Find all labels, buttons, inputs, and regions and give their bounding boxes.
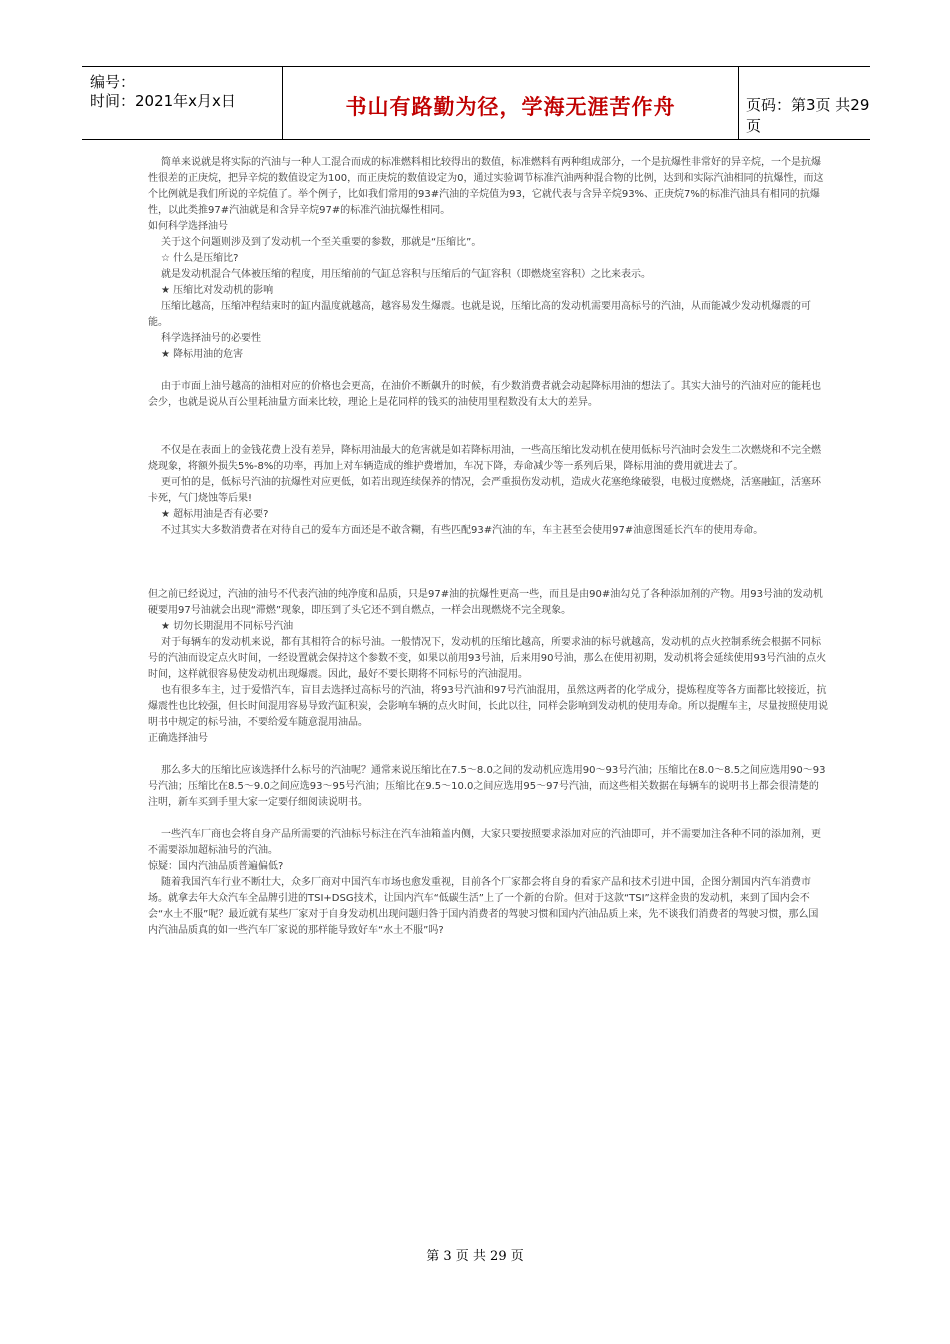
paragraph: 不过其实大多数消费者在对待自己的爱车方面还是不敢含糊，有些匹配93#汽油的车，车主甚至会使用97#油意图延长汽车的使用寿命。 (161, 525, 764, 536)
paragraph: 正确选择油号 (148, 733, 208, 744)
page-footer: 第 3 页 共 29 页 (426, 1249, 524, 1264)
header-left-cell (82, 67, 282, 139)
paragraph-gap (148, 411, 828, 427)
paragraph: 惊疑：国内汽油品质普遍偏低? (148, 861, 284, 872)
paragraph: ★ 降标用油的危害 (161, 349, 244, 360)
paragraph: ★ 压缩比对发动机的影响 (161, 285, 274, 296)
doc-number: 编号： (90, 73, 136, 91)
paragraph: 由于市面上油号越高的油相对应的价格也会更高，在油价不断飙升的时候，有少数消费者就会动起降标用油的想法了。其实大油号的汽油对应的能耗也会少，也就是说从百公里耗油量方面来比较，理论上是花同样的钱买的油使用里程数没有太大的差异。 (148, 381, 821, 408)
paragraph: 一些汽车厂商也会将自身产品所需要的汽油标号标注在汽车油箱盖内侧，大家只要按照要求添加对应的汽油即可，并不需要加注各种不同的添加剂，更不需要添加超标油号的汽油。 (148, 829, 821, 856)
paragraph: ☆ 什么是压缩比? (161, 253, 239, 264)
paragraph: ★ 切勿长期混用不同标号汽油 (161, 621, 294, 632)
paragraph: ★ 超标用油是否有必要? (161, 509, 269, 520)
paragraph: 那么多大的压缩比应该选择什么标号的汽油呢？通常来说压缩比在7.5～8.0之间的发动机应选用90～93号汽油；压缩比在8.0～8.5之间应选用90～93号汽油；压缩比在8.5～9.0之间应选93～95号汽油；压缩比在9.5～10.0之间应选用95～97号汽油，而这些相关数据在每辆车的说明书上都会很清楚的注明，新车买到手里大家一定要仔细阅读说明书。 (148, 765, 826, 808)
paragraph: 随着我国汽车行业不断壮大，众多厂商对中国汽车市场也愈发重视，目前各个厂家都会将自身的看家产品和技术引进中国，企图分割国内汽车消费市场。就拿去年大众汽车全品牌引进的TSI+DSG技术，让国内汽车“低碳生活”上了一个新的台阶。但对于这款“TSI”这样金贵的发动机，来到了国内会不会“水土不服”呢？最近就有某些厂家对于自身发动机出现问题归咎于国内消费者的驾驶习惯和国内汽油品质上来，先不谈我们消费者的驾驶习惯，那么国内汽油品质真的如一些汽车厂家说的那样能导致好车“水土不服”吗? (148, 877, 819, 936)
paragraph: 不仅是在表面上的金钱花费上没有差异，降标用油最大的危害就是如若降标用油，一些高压缩比发动机在使用低标号汽油时会发生二次燃烧和不完全燃烧现象，将额外损失5%-8%的功率，再加上对车辆造成的维护费增加，车况下降，寿命减少等一系列后果，降标用油的费用就进去了。 (148, 445, 821, 472)
header-right-cell (738, 67, 870, 139)
header-table (82, 66, 870, 140)
header-middle-cell (282, 67, 739, 139)
header-page-info: 页码：第3页 共29页 (746, 96, 870, 135)
paragraph: 压缩比越高，压缩冲程结束时的缸内温度就越高，越容易发生爆震。也就是说，压缩比高的发动机需要用高标号的汽油，从而能减少发动机爆震的可能。 (148, 301, 811, 328)
paragraph-gap (148, 539, 828, 555)
paragraph-gap (148, 427, 828, 443)
paragraph-gap (148, 811, 828, 827)
doc-time: 时间：2021年x月x日 (90, 92, 236, 110)
paragraph: 也有很多车主，过于爱惜汽车，盲目去选择过高标号的汽油，将93号汽油和97号汽油混用，虽然这两者的化学成分，提炼程度等各方面都比较接近，抗爆震性也比较强，但长时间混用容易导致汽缸积炭，会影响车辆的点火时间，长此以往，同样会影响到发动机的使用寿命。所以提醒车主，尽量按照使用说明书中规定的标号油，不要给爱车随意混用油品。 (148, 685, 828, 728)
paragraph: 科学选择油号的必要性 (161, 333, 261, 344)
paragraph-gap (148, 571, 828, 587)
paragraph: 关于这个问题则涉及到了发动机一个至关重要的参数，那就是“压缩比”。 (161, 237, 482, 248)
paragraph-gap (148, 747, 828, 763)
paragraph: 对于每辆车的发动机来说，都有其相符合的标号油。一般情况下，发动机的压缩比越高，所要求油的标号就越高，发动机的点火控制系统会根据不同标号的汽油而设定点火时间，一经设置就会保持这个参数不变，如果以前用93号油，后来用90号油，那么在使用初期，发动机将会延续使用93号汽油的点火时间，这样就很容易使发动机出现爆震。因此，最好不要长期将不同标号的汽油混用。 (148, 637, 827, 680)
paragraph: 更可怕的是，低标号汽油的抗爆性对应更低，如若出现连续保养的情况，会严重损伤发动机，造成火花塞绝缘破裂，电极过度燃烧，活塞融缸，活塞环卡死，气门烧蚀等后果! (148, 477, 821, 504)
article-body (148, 155, 828, 939)
paragraph-gap (148, 555, 828, 571)
paragraph: 简单来说就是将实际的汽油与一种人工混合而成的标准燃料相比较得出的数值，标准燃料有两种组成部分，一个是抗爆性非常好的异辛烷，一个是抗爆性很差的正庚烷，把异辛烷的数值设定为100，而正庚烷的数值设定为0，通过实验调节标准汽油两种混合物的比例，达到和实际汽油相同的抗爆性，而这个比例就是我们所说的辛烷值了。举个例子，比如我们常用的93#汽油的辛烷值为93，它就代表与含异辛烷93%、正庚烷7%的标准汽油具有相同的抗爆性，以此类推97#汽油就是和含异辛烷97#的标准汽油抗爆性相同。 (148, 157, 824, 216)
paragraph: 就是发动机混合气体被压缩的程度，用压缩前的气缸总容积与压缩后的气缸容积（即燃烧室容积）之比来表示。 (161, 269, 651, 280)
header-motto: 书山有路勤为径，学海无涯苦作舟 (345, 95, 676, 119)
paragraph-gap (148, 363, 828, 379)
paragraph: 如何科学选择油号 (148, 221, 228, 232)
paragraph: 但之前已经说过，汽油的油号不代表汽油的纯净度和品质，只是97#油的抗爆性更高一些，而且是由90#油勾兑了各种添加剂的产物。用93号油的发动机硬要用97号油就会出现“滞燃”现象，即压到了头它还不到自燃点，一样会出现燃烧不完全现象。 (148, 589, 823, 616)
